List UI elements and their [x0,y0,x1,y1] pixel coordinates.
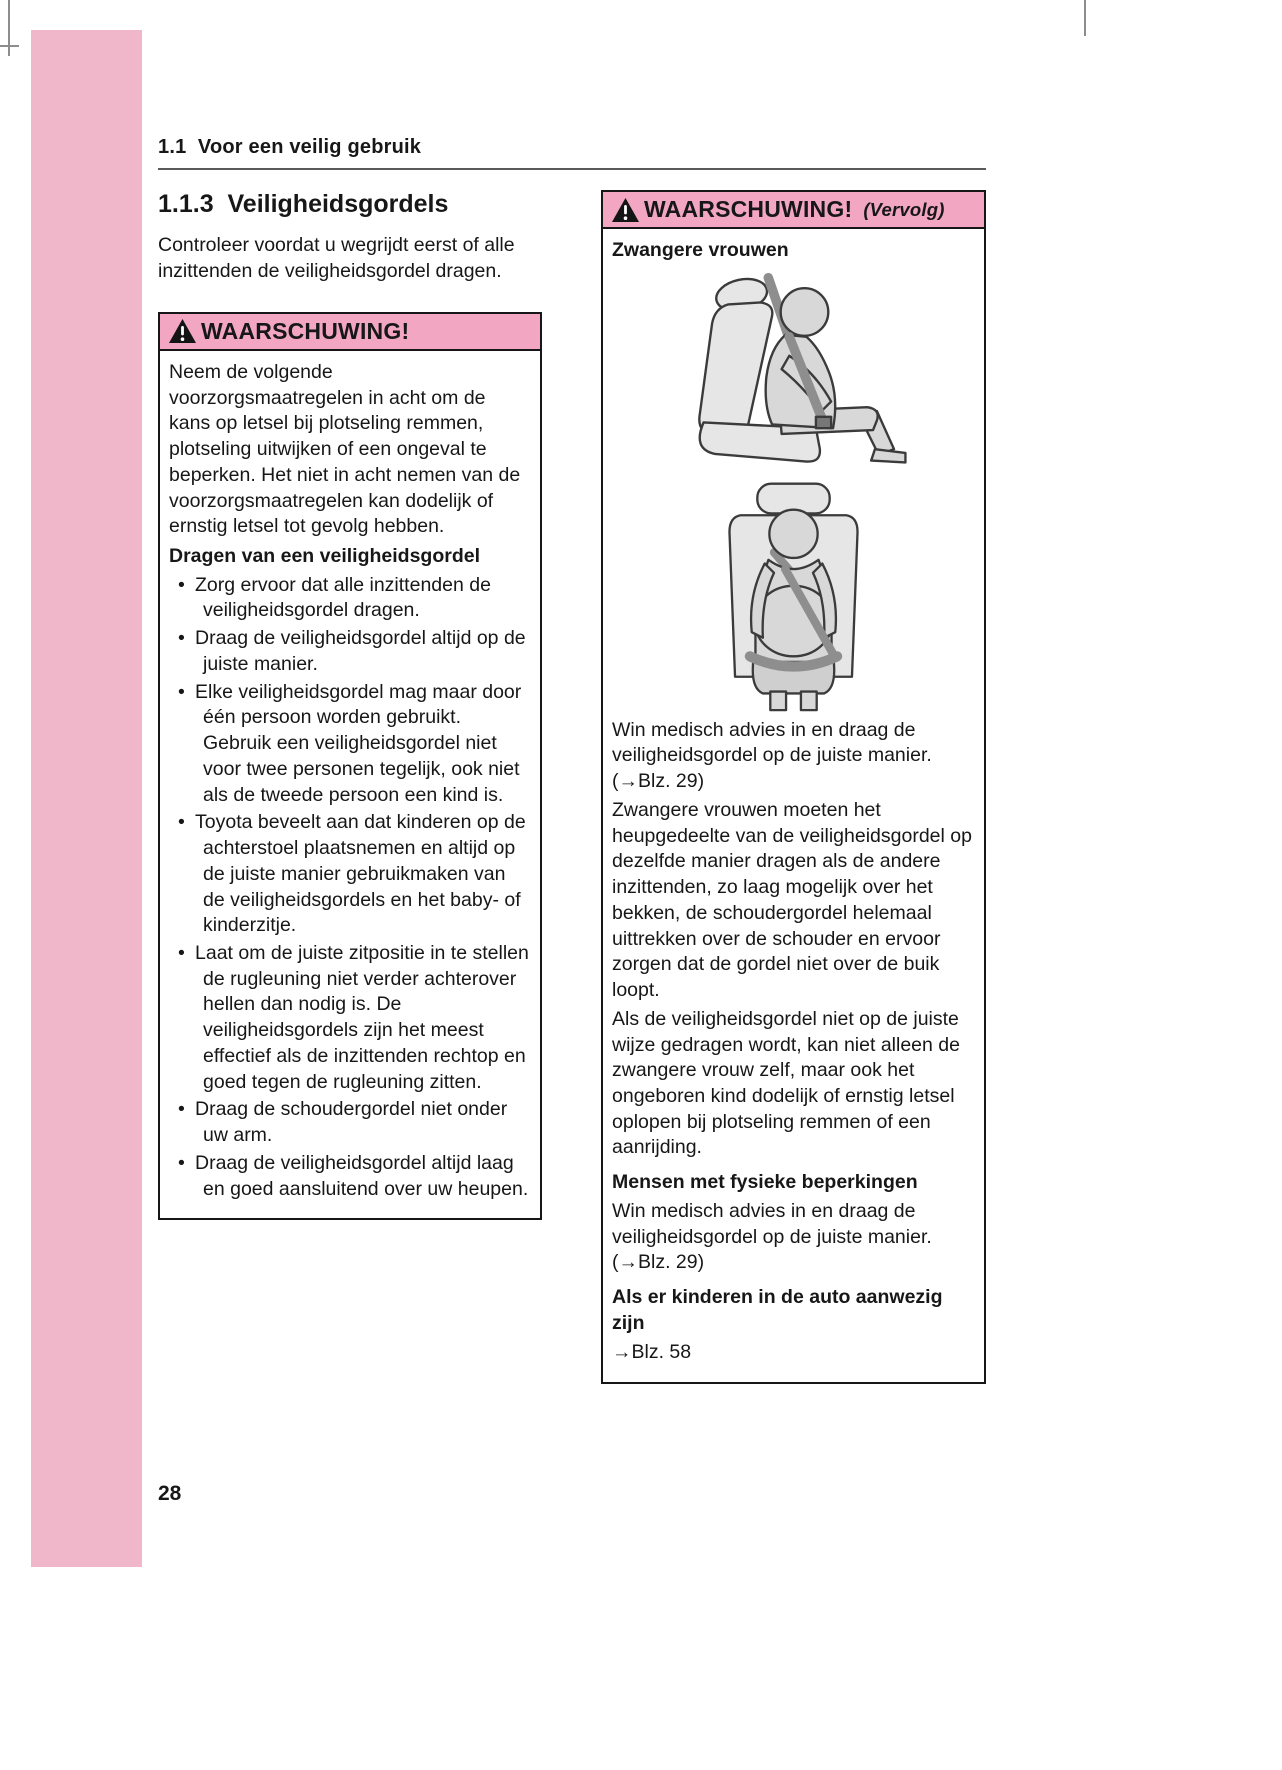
warning-list-item: • Draag de veiligheidsgordel altijd op de juiste manier. [169,626,531,677]
crop-mark-left-horizontal [0,45,19,47]
right-column [601,190,986,1384]
section-breadcrumb: 1.1 Voor een veilig gebruik [158,136,422,158]
warning-intro-paragraph: Neem de volgende voorzorgsmaatregelen in acht om de kans op letsel bij plotseling remmen, plotseling uitwijken of een ongeval te beperken. Het niet in acht nemen van de voorzorgsmaatregelen kan dodelijk of ernstig letsel tot gevolg hebben. [169,360,521,538]
page-content [158,136,986,1384]
warning-list-item: • Draag de veiligheidsgordel altijd laag en goed aansluitend over uw heupen. [169,1151,531,1202]
page-title: 1.1.3 Veiligheidsgordels [158,190,449,218]
medical-advice-paragraph: Win medisch advies in en draag de veiligheidsgordel op de juiste manier. (→Blz. 29) [612,718,932,793]
warning-icon [169,319,196,343]
pregnant-woman-side-illustration [644,272,944,472]
chapter-tab-band [31,30,142,1567]
warning-list-item: • Laat om de juiste zitpositie in te stellen de rugleuning niet verder achterover hellen dan nodig is. De veiligheidsgordels zijn het meest effectief als de inzittenden rechtop en goed tegen de rugleuning zitten. [169,941,531,1095]
subheading-wearing-seatbelt: Dragen van een veiligheidsgordel [169,544,481,567]
crop-mark-left-vertical [8,0,10,56]
crop-mark-right-vertical [1084,0,1086,36]
warning-list-item: • Elke veiligheidsgordel mag maar door één persoon worden gebruikt. Gebruik een veiligheidsgordel niet voor twee personen tegelijk, ook niet als de tweede persoon een kind is. [169,680,531,809]
subheading-children-present: Als er kinderen in de auto aanwezig zijn [612,1286,943,1334]
intro-paragraph: Controleer voordat u wegrijdt eerst of alle inzittenden de veiligheidsgordel dragen. [158,234,515,282]
figure-side-view [612,272,975,472]
warning-body [603,229,984,1382]
page-reference: →Blz. 58 [612,1340,692,1363]
subheading-pregnant-women: Zwangere vrouwen [612,239,789,261]
warning-box-continued [601,190,986,1384]
pregnant-belt-instructions-paragraph: Zwangere vrouwen moeten het heupgedeelte van de veiligheidsgordel op dezelfde manier dragen als de andere inzittenden, zo laag mogelijk over het bekken, de schoudergordel helemaal uittrekken over de schouder en ervoor zorgen dat de gordel niet over de buik loopt. [612,798,972,1002]
warning-list-item: • Draag de schoudergordel niet onder uw arm. [169,1097,531,1148]
medical-advice-paragraph-2: Win medisch advies in en draag de veiligheidsgordel op de juiste manier. (→Blz. 29) [612,1199,932,1274]
subheading-physical-disabilities: Mensen met fysieke beperkingen [612,1171,918,1194]
two-column-layout [158,190,986,1384]
warning-continued-label: (Vervolg) [863,198,945,220]
warning-list-item: • Zorg ervoor dat alle inzittenden de veiligheidsgordel dragen. [169,573,531,624]
pregnant-woman-front-illustration [696,480,891,712]
warning-body [160,351,540,1219]
section-divider-rule [158,168,986,170]
page-number: 28 [158,1482,182,1505]
figure-front-view [612,480,975,712]
warning-icon [612,198,639,222]
warning-title: WAARSCHUWING! [644,196,853,222]
warning-box [158,312,542,1221]
warning-list-item: • Toyota beveelt aan dat kinderen op de achterstoel plaatsnemen en altijd op de juiste manier gebruikmaken van de veiligheidsgordels en het baby- of kinderzitje. [169,810,531,939]
warning-header [603,192,984,229]
warning-header [160,314,540,351]
injury-risk-paragraph: Als de veiligheidsgordel niet op de juiste wijze gedragen wordt, kan niet alleen de zwangere vrouw zelf, maar ook het ongeboren kind dodelijk of ernstig letsel oplopen bij plotseling remmen of een aanrijding. [612,1007,960,1159]
warning-title: WAARSCHUWING! [201,317,410,344]
warning-bullet-list [169,573,531,1203]
left-column [158,190,542,1220]
